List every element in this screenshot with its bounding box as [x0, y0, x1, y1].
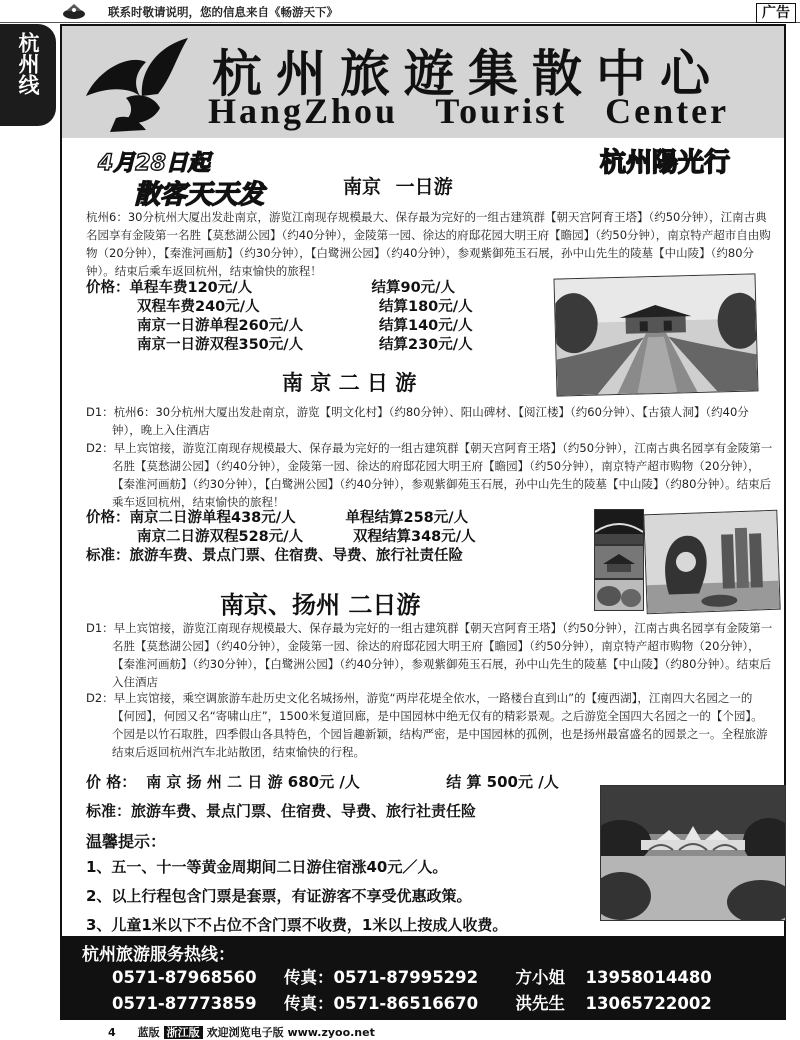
tour2-price-item: 南京二日游双程528元/人 [137, 529, 304, 545]
tour2-price-row [86, 509, 476, 528]
source-slogan: 联系时敬请说明，您的信息来自《畅游天下》 [108, 5, 338, 19]
lake-bridge-photo [600, 785, 786, 921]
tour3-day1: D1：早上宾馆接，游览江南现存规模最大、保存最为完好的一组古建筑群【朝天宫阿育王塔】（约50分钟），江南古典名园享有金陵第一名胜【莫愁湖公园】（约40分钟），金陵第一园、徐达的府邸花园大明王府【瞻园】（约50分钟），南京特产超市购物（20分钟），【秦淮河画舫】（约30分钟），【白鹭洲公园】（约40分钟），参观紫御苑玉石展，孙中山先生的陵墓【中山陵】（约80分钟）。结束后入住酒店 [86, 621, 773, 689]
tour1-price-item: 单程车费120元/人 [129, 280, 253, 296]
tips-item: 2、以上行程包含门票是套票，有证游客不享受优惠政策。 [86, 887, 472, 905]
tour2-price-settle: 双程结算348元/人 [353, 529, 476, 545]
tour1-price-item: 双程车费240元/人 [137, 299, 260, 315]
tips-block [86, 830, 507, 937]
garden-photo [594, 579, 644, 611]
tips-item: 1、五一、十一等黄金周期间二日游住宿涨40元／人。 [86, 858, 448, 876]
tips-item: 3、儿童1米以下不占位不含门票不收费，1米以上按成人收费。 [86, 916, 508, 934]
tour2-title: 南 京 二 日 游 [282, 371, 417, 395]
route-side-tab [0, 24, 56, 126]
tour1-description: 杭州6：30分杭州大厦出发赴南京，游览江南现存规模最大、保存最为完好的一组古建筑群【朝天宫阿育王塔】（约50分钟），江南古典名园享有金陵第一名胜【莫愁湖公园】（约40分钟），金陵第一园、徐达的府邸花园大明王府【瞻园】（约50分钟），南京特产超市自由购物（20分钟），【秦淮河画舫】（约30分钟），【白鹭洲公园】（约40分钟），参观紫御苑玉石展，孙中山先生的陵墓【中山陵】（约80分钟）。结束后乘车返回杭州，结束愉快的旅程！ [86, 210, 771, 278]
hotline-phone: 0571-87968560 [112, 968, 257, 987]
tour3-day2: D2：早上宾馆接，乘空调旅游车赴历史文化名城扬州，游览“两岸花堤全依水，一路楼台直到山”的【瘦西湖】，江南四大名园之一的【何园】，何园又名“寄啸山庄”，1500米复道回廊，是中国园林中绝无仅有的精彩景观。之后游览全国四大名园之一的【个园】。个园是以竹石取胜，四季假山各具特色，个园旨趣新颖，结构严密，是中国园林的孤例，也是扬州最富盛名的园景之一。全程旅游结束后返回杭州汽车北站散团，结束愉快的行程。 [86, 691, 768, 759]
tips-title: 温馨提示： [86, 832, 167, 851]
tour1-price-settle: 结算90元/人 [371, 280, 455, 296]
tour3-price-label: 价 格： [86, 773, 137, 791]
tour3-title: 南京、扬州 二日游 [220, 591, 421, 619]
tour2-standard-row [86, 547, 476, 566]
center-title-en: HangZhou Tourist Center [208, 91, 730, 131]
hotline-mobile: 13958014480 [585, 968, 712, 987]
tour3-price: 南 京 扬 州 二 日 游 680元 /人 [146, 773, 360, 791]
hotline-fax: 0571-86516670 [333, 994, 479, 1013]
hotline-title: 杭州旅游服务热线： [82, 945, 235, 965]
tour2-price-label: 价格： [86, 510, 130, 526]
tour1-title: 南京 一日游 [343, 176, 453, 198]
hotline-fax: 0571-87995292 [333, 968, 479, 987]
ad-label: 广告 [756, 3, 796, 23]
bird-logo-icon [76, 36, 206, 134]
tour3-standard-row [86, 797, 559, 826]
tour3-price-row [86, 768, 559, 797]
hotline-row [112, 964, 712, 988]
tour2-price-settle: 单程结算258元/人 [345, 510, 469, 526]
tour1-price-item: 南京一日游单程260元/人 [137, 318, 304, 334]
tour1-price-row [86, 279, 473, 298]
tour1-price-row [86, 317, 473, 336]
promo-daily: 散客天天发 [134, 180, 265, 210]
hotline-row [112, 990, 712, 1014]
center-header [62, 26, 784, 138]
hotline-contact-name: 方小姐 [515, 968, 565, 987]
tour1-price-block [86, 279, 473, 355]
night-bridge-photo [594, 509, 644, 545]
page-footer [108, 1024, 375, 1040]
monument-photo [643, 510, 780, 615]
tour1-price-settle: 结算230元/人 [379, 337, 473, 353]
region-badge: 浙江版 [164, 1026, 203, 1039]
tour3-standard-label: 标准： [86, 802, 132, 820]
top-bar [0, 0, 800, 23]
tour1-price-settle: 结算140元/人 [379, 318, 473, 334]
website-note: 欢迎浏览电子版 www.zyoo.net [206, 1026, 375, 1039]
mausoleum-photo [553, 273, 758, 396]
edition-label: 蓝版 [137, 1026, 160, 1039]
service-hotline [62, 936, 784, 1018]
tour2-price-item: 南京二日游单程438元/人 [129, 510, 296, 526]
tour2-standard: 旅游车费、景点门票、住宿费、导费、旅行社责任险 [129, 548, 463, 564]
route-side-tab-label: 杭州线 [16, 32, 40, 95]
tour3-settle: 结 算 500元 /人 [446, 773, 559, 791]
hotline-contact-name: 洪先生 [515, 994, 565, 1013]
tour1-price-label: 价格： [86, 280, 130, 296]
promo-date: 4月28日起 [98, 151, 210, 176]
tour1-price-settle: 结算180元/人 [379, 299, 473, 315]
magazine-logo-icon [62, 2, 86, 20]
tour1-price-item: 南京一日游双程350元/人 [137, 337, 304, 353]
hotline-fax-label: 传真： [284, 968, 334, 987]
tour3-price-block [86, 768, 559, 826]
tour2-day2: D2：早上宾馆接，游览江南现存规模最大、保存最为完好的一组古建筑群【朝天宫阿育王塔】（约50分钟），江南古典名园享有金陵第一名胜【莫愁湖公园】（约40分钟），金陵第一园、徐达的府邸花园大明王府【瞻园】（约50分钟），南京特产超市购物（20分钟），【秦淮河画舫】（约30分钟），【白鹭洲公园】（约40分钟），参观紫御苑玉石展，孙中山先生的陵墓【中山陵】（约80分钟）。结束后乘车返回杭州，结束愉快的旅程！ [86, 441, 773, 509]
center-title-cn: 杭州旅遊集散中心 [212, 44, 724, 103]
tour2-price-row [86, 528, 476, 547]
tour2-price-block [86, 509, 476, 566]
tour2-standard-label: 标准： [86, 548, 130, 564]
tour3-standard: 旅游车费、景点门票、住宿费、导费、旅行社责任险 [131, 802, 477, 820]
tour1-price-row [86, 298, 473, 317]
hotline-mobile: 13065722002 [585, 994, 712, 1013]
pavilion-photo [594, 545, 644, 579]
hotline-phone: 0571-87773859 [112, 994, 257, 1013]
tour2-day1: D1：杭州6：30分杭州大厦出发赴南京，游览【明文化村】（约80分钟）、阳山碑材、【阅江楼】（约60分钟）、【古猿人洞】（约40分钟），晚上入住酒店 [86, 405, 749, 437]
page-number: 4 [108, 1026, 116, 1039]
sunshine-brand: 杭州陽光行 [600, 148, 731, 178]
tour1-price-row [86, 336, 473, 355]
hotline-fax-label: 传真： [284, 994, 334, 1013]
